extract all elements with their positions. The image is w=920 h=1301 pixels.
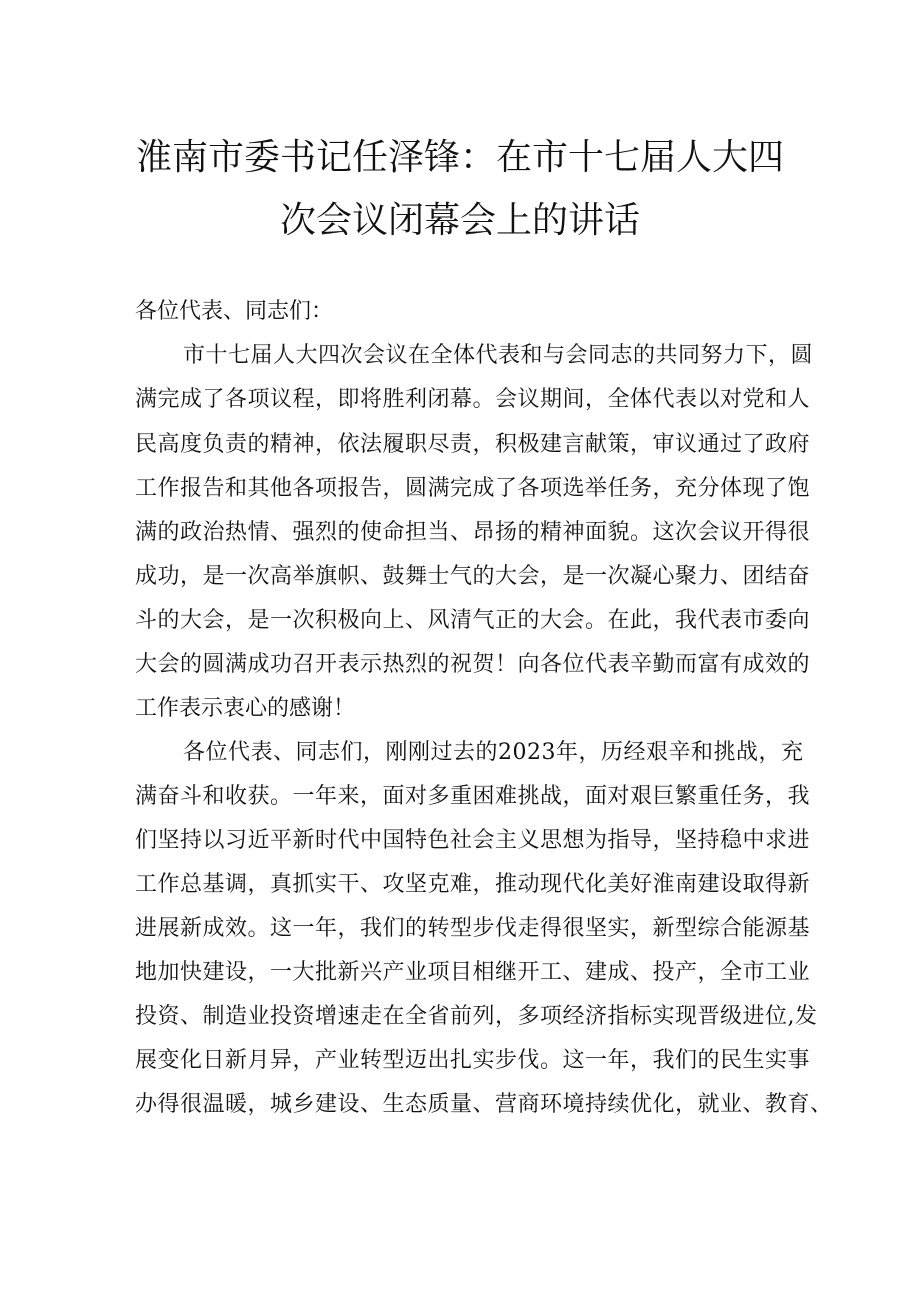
paragraph-1-line-2: 满完成了各项议程，即将胜利闭幕。会议期间，全体代表以对党和人: [135, 387, 811, 412]
paragraph-1-line-3: 民高度负责的精神，依法履职尽责，积极建言献策，审议通过了政府: [135, 432, 811, 457]
paragraph-2-line-6: 地加快建设，一大批新兴产业项目相继开工、建成、投产，全市工业: [135, 960, 811, 985]
salutation: 各位代表、同志们：: [135, 299, 334, 324]
paragraph-1-line-4: 工作报告和其他各项报告，圆满完成了各项选举任务，充分体现了饱: [135, 476, 811, 501]
paragraph-1-line-1: 市十七届人大四次会议在全体代表和与会同志的共同努力下，圆: [183, 343, 814, 368]
paragraph-2-line-2: 满奋斗和收获。一年来，面对多重困难挑战，面对艰巨繁重任务，我: [135, 784, 811, 809]
paragraph-1-line-5: 满的政治热情、强烈的使命担当、昂扬的精神面貌。这次会议开得很: [135, 520, 811, 545]
document-title-line-2: 次会议闭幕会上的讲话: [279, 200, 640, 241]
paragraph-2-line-3: 们坚持以习近平新时代中国特色社会主义思想为指导，坚持稳中求进: [135, 828, 811, 853]
paragraph-2-line-1: 各位代表、同志们，刚刚过去的2023年，历经艰辛和挑战，充: [183, 740, 804, 765]
document-title-line-1: 淮南市委书记任泽锋：在市十七届人大四: [135, 137, 784, 178]
paragraph-1-line-9: 工作表示衷心的感谢！: [135, 696, 356, 721]
paragraph-2-line-4: 工作总基调，真抓实干、攻坚克难，推动现代化美好淮南建设取得新: [135, 872, 811, 897]
paragraph-2-line-5: 进展新成效。这一年，我们的转型步伐走得很坚实，新型综合能源基: [135, 916, 811, 941]
paragraph-2-line-9: 办得很温暖，城乡建设、生态质量、营商环境持续优化，就业、教育、: [135, 1092, 833, 1117]
paragraph-2-line-7: 投资、制造业投资增速走在全省前列，多项经济指标实现晋级进位,发: [135, 1004, 818, 1029]
paragraph-2-line-8: 展变化日新月异，产业转型迈出扎实步伐。这一年，我们的民生实事: [135, 1048, 811, 1073]
paragraph-1-line-8: 大会的圆满成功召开表示热烈的祝贺！向各位代表辛勤而富有成效的: [135, 652, 811, 677]
paragraph-1-line-7: 斗的大会，是一次积极向上、风清气正的大会。在此，我代表市委向: [135, 608, 811, 633]
paragraph-1-line-6: 成功，是一次高举旗帜、鼓舞士气的大会，是一次凝心聚力、团结奋: [135, 564, 811, 589]
